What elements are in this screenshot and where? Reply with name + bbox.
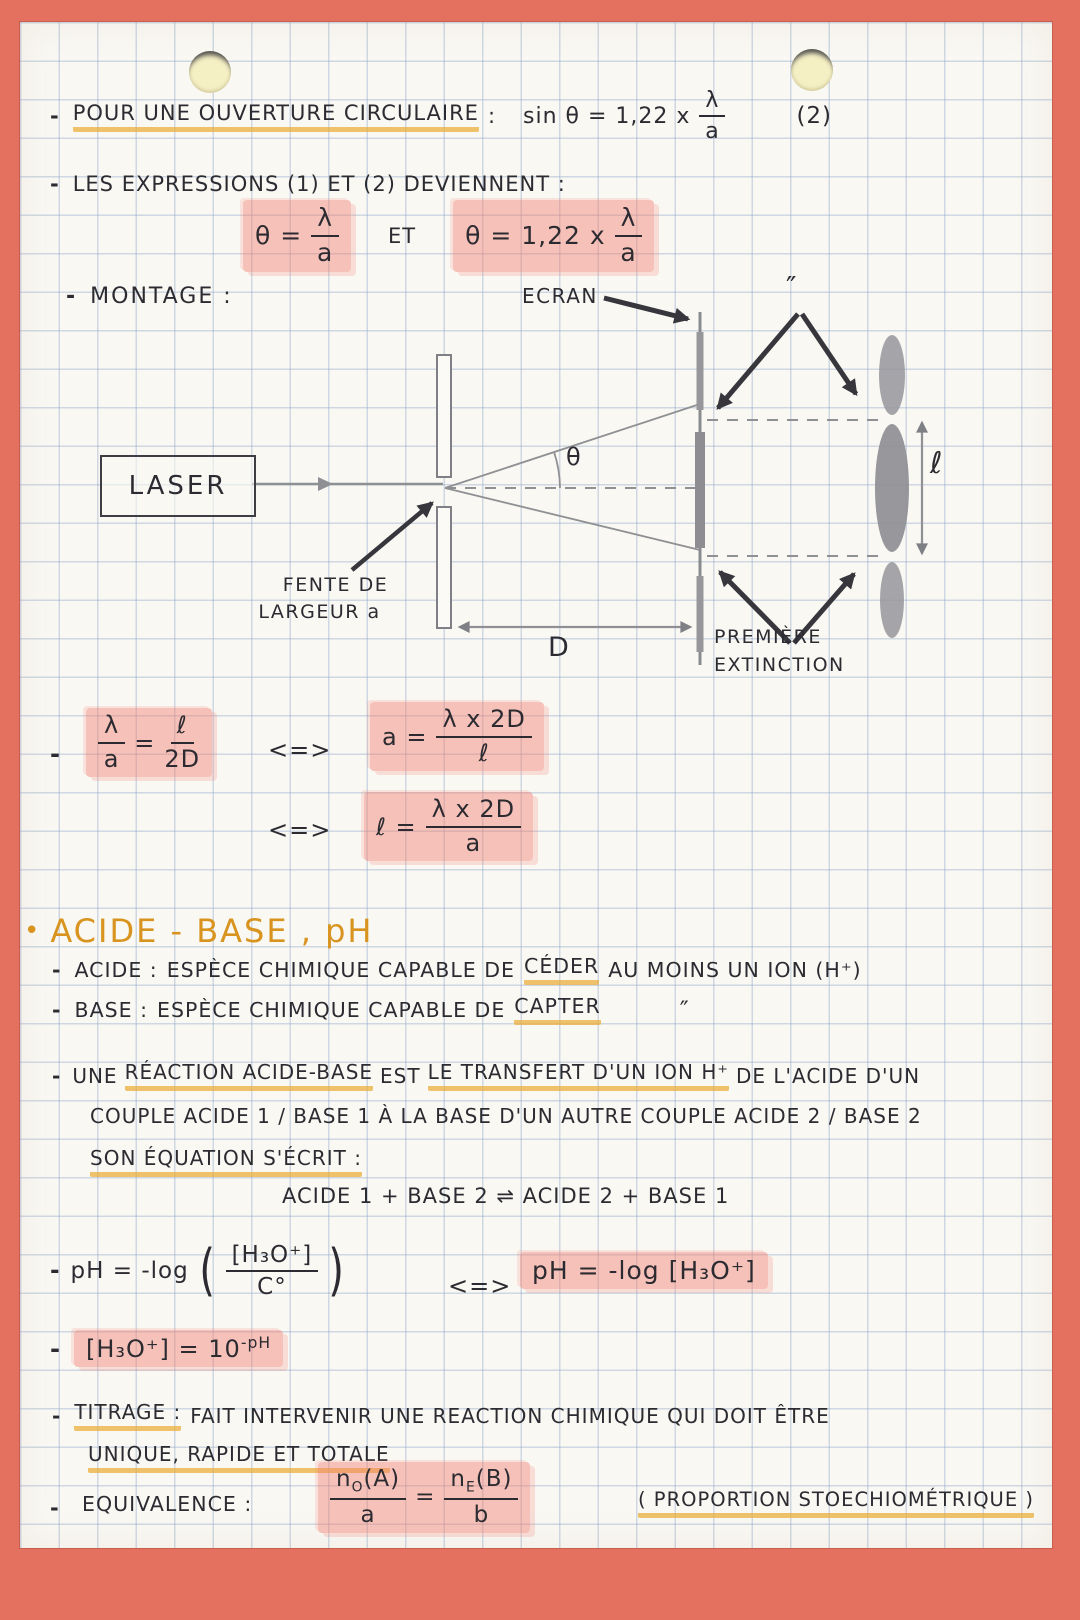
solve-l-highlight [364,792,533,861]
solve-l-lhs: ℓ = [376,812,417,841]
ray-lower [445,488,700,550]
solve-a-lhs: a = [382,722,428,751]
premiere-label: PREMIÈRE [714,626,822,648]
aperture-fraction [699,88,725,145]
titrage-label: TITRAGE : [74,1400,181,1431]
bullet-dash: - [52,1403,62,1428]
bullet-dash: - [50,1496,60,1520]
species-A: (A) [363,1466,401,1492]
reaction-p3: DE L'ACIDE D'UN [735,1063,921,1088]
right-parenthesis: ) [328,1238,345,1304]
section-bullet: • [24,916,42,946]
solve-a-highlight [370,702,544,771]
titrage-text: FAIT INTERVENIR UNE REACTION CHIMIQUE QUI DOIT ÊTRE [190,1403,830,1428]
formula-theta-highlight [243,200,351,272]
acide-def-post: AU MOINS UN ION (H⁺) [608,957,862,982]
iff-arrow: <=> [268,816,332,844]
theta-formulas-row [243,200,654,272]
fraction-denominator: a [705,119,720,145]
titrage-conditions-underlined: UNIQUE, RAPIDE ET TOTALE [88,1442,390,1473]
acide-label: ACIDE : [74,957,158,982]
fraction-denominator: 2D [164,744,201,773]
fringe-width-label: ℓ [930,446,944,481]
equals-sign: = [415,1484,436,1511]
n-symbol: n [450,1466,466,1492]
theta2-fraction [615,204,643,268]
hole-punch-right [791,49,833,91]
stoichiometry-note [638,1488,1034,1511]
theta2-lhs: θ = 1,22 x [465,221,606,251]
acide-def-underlined: CÉDER [524,954,599,985]
aperture-expression: sin θ = 1,22 x [523,103,691,129]
solve-a-fraction [436,706,531,767]
bullet-dash: - [52,1063,62,1088]
iff-arrow: <=> [268,736,332,764]
h3o-exponent: -pH [240,1334,272,1352]
bullet-dash: - [50,172,60,196]
base-definition-line [52,994,690,1025]
bullet-dash: - [50,104,60,129]
solve-l-fraction [426,796,521,857]
et-conjunction: ET [388,223,417,248]
reaction-line-1 [52,1060,920,1091]
pattern-spot-lower [880,562,904,638]
fraction-denominator: a [103,744,120,773]
fraction-denominator: a [360,1502,376,1529]
equivalence-label: EQUIVALENCE : [82,1492,253,1516]
acid-base-heading-row [24,912,373,950]
ecran-pointer-arrow [604,298,688,319]
reaction-line-3 [90,1146,362,1170]
fraction-denominator: b [473,1502,490,1529]
hole-punch-left [189,51,231,93]
bullet-dash: - [50,740,61,768]
fraction-denominator: a [620,237,637,267]
base-def-pre: ESPÈCE CHIMIQUE CAPABLE DE [157,997,506,1022]
laser-label: LASER [128,471,228,501]
line-circular-aperture [50,88,832,145]
fraction-numerator: ℓ [171,712,194,744]
iff-arrow: <=> [448,1272,512,1300]
extinction-label: EXTINCTION [714,654,845,676]
fraction-numerator: λ x 2D [426,796,521,828]
reaction-line-2: COUPLE ACIDE 1 / BASE 1 À LA BASE D'UN AUTRE COUPLE ACIDE 2 / BASE 2 [90,1104,922,1128]
reaction-underlined-2: LE TRANSFERT D'UN ION H⁺ [428,1060,729,1091]
ditto-arrow-to-screen [718,314,798,408]
h3o-concentration-row [50,1330,283,1367]
equals-sign: = [134,728,156,757]
relation-right-fraction [164,712,200,773]
slit-plate-bottom [437,507,451,628]
formula-theta2-highlight [453,200,654,272]
pattern-spot-central [875,424,909,552]
base-def-underlined: CAPTER [514,994,600,1025]
fraction-numerator [444,1466,518,1500]
fente-pointer-arrow [352,503,432,570]
reaction-underlined-1: RÉACTION ACIDE-BASE [125,1060,373,1091]
bullet-dash: - [52,997,62,1022]
left-parenthesis: ( [198,1238,216,1304]
n-symbol: n [336,1466,352,1492]
fraction-numerator: [H₃O⁺] [226,1242,319,1272]
fraction-denominator: ℓ [478,738,490,767]
theta-label: θ [566,443,583,471]
expressions-text: LES EXPRESSIONS (1) ET (2) DEVIENNENT : [72,172,566,196]
equation-number: (2) [796,103,833,130]
theta1-fraction [311,204,339,268]
n-subscript: O [351,1479,364,1496]
reaction-p2: EST [380,1063,421,1088]
fraction-denominator: a [316,237,334,267]
fraction-numerator [330,1466,406,1500]
equivalence-highlight [318,1462,530,1533]
laser-box [100,455,256,517]
relation-highlight [86,708,212,777]
equation-intro-underlined: SON ÉQUATION S'ÉCRIT : [90,1146,362,1177]
acid-base-equation: ACIDE 1 + BASE 2 ⇌ ACIDE 2 + BASE 1 [282,1184,730,1208]
aperture-colon: : [487,104,497,129]
fente-label-line2: LARGEUR a [258,601,381,623]
theta1-lhs: θ = [255,221,303,251]
montage-label: MONTAGE : [90,284,233,309]
pattern-spot-upper [879,335,905,415]
acid-base-heading: ACIDE - BASE , pH [50,912,374,950]
theta-angle-arc [554,452,560,488]
ditto-arrow-to-pattern [802,314,856,394]
ph-simplified-highlight: pH = -log [H₃O⁺] [520,1252,768,1289]
h3o-base: [H₃O⁺] = 10 [85,1335,241,1363]
ditto-mark: ″ [786,270,798,303]
fraction-numerator: λ [98,712,125,744]
h3o-concentration-highlight [74,1330,283,1367]
species-B: (B) [475,1466,513,1492]
fraction-numerator: λ [699,88,725,117]
base-label: BASE : [74,997,148,1022]
reaction-p1: UNE [72,1063,118,1088]
fraction-numerator: λ [311,204,339,237]
bullet-dash: - [50,1334,61,1363]
slit-plate-top [437,355,451,477]
aperture-title: POUR UNE OUVERTURE CIRCULAIRE [73,101,479,132]
distance-D-label: D [548,632,571,663]
titrage-line [52,1400,830,1431]
fraction-numerator: λ [615,204,643,237]
equivalence-right-fraction [444,1466,518,1529]
fraction-numerator: λ x 2D [436,706,531,738]
acide-definition-line [52,954,862,985]
ecran-label: ECRAN [522,284,598,308]
stoichiometry-note-text: ( PROPORTION STOECHIOMÉTRIQUE ) [638,1488,1034,1518]
equivalence-left-fraction [330,1466,406,1529]
bullet-dash: - [52,957,62,982]
acide-def-pre: ESPÈCE CHIMIQUE CAPABLE DE [166,957,515,982]
n-subscript: E [466,1479,476,1496]
ph-lhs: pH = -log [70,1258,189,1285]
fraction-denominator: C° [257,1274,287,1301]
ph-fraction [226,1242,319,1301]
line-expressions [50,172,566,196]
fraction-denominator: a [465,828,482,857]
ditto-mark: ″ [679,995,690,1024]
beam-arrowhead [318,477,333,491]
bullet-dash: - [50,1258,61,1285]
fente-label-line1: FENTE DE [282,574,389,596]
ph-definition-row [50,1238,349,1304]
relation-left-fraction [98,712,125,773]
bullet-dash: - [66,284,78,309]
